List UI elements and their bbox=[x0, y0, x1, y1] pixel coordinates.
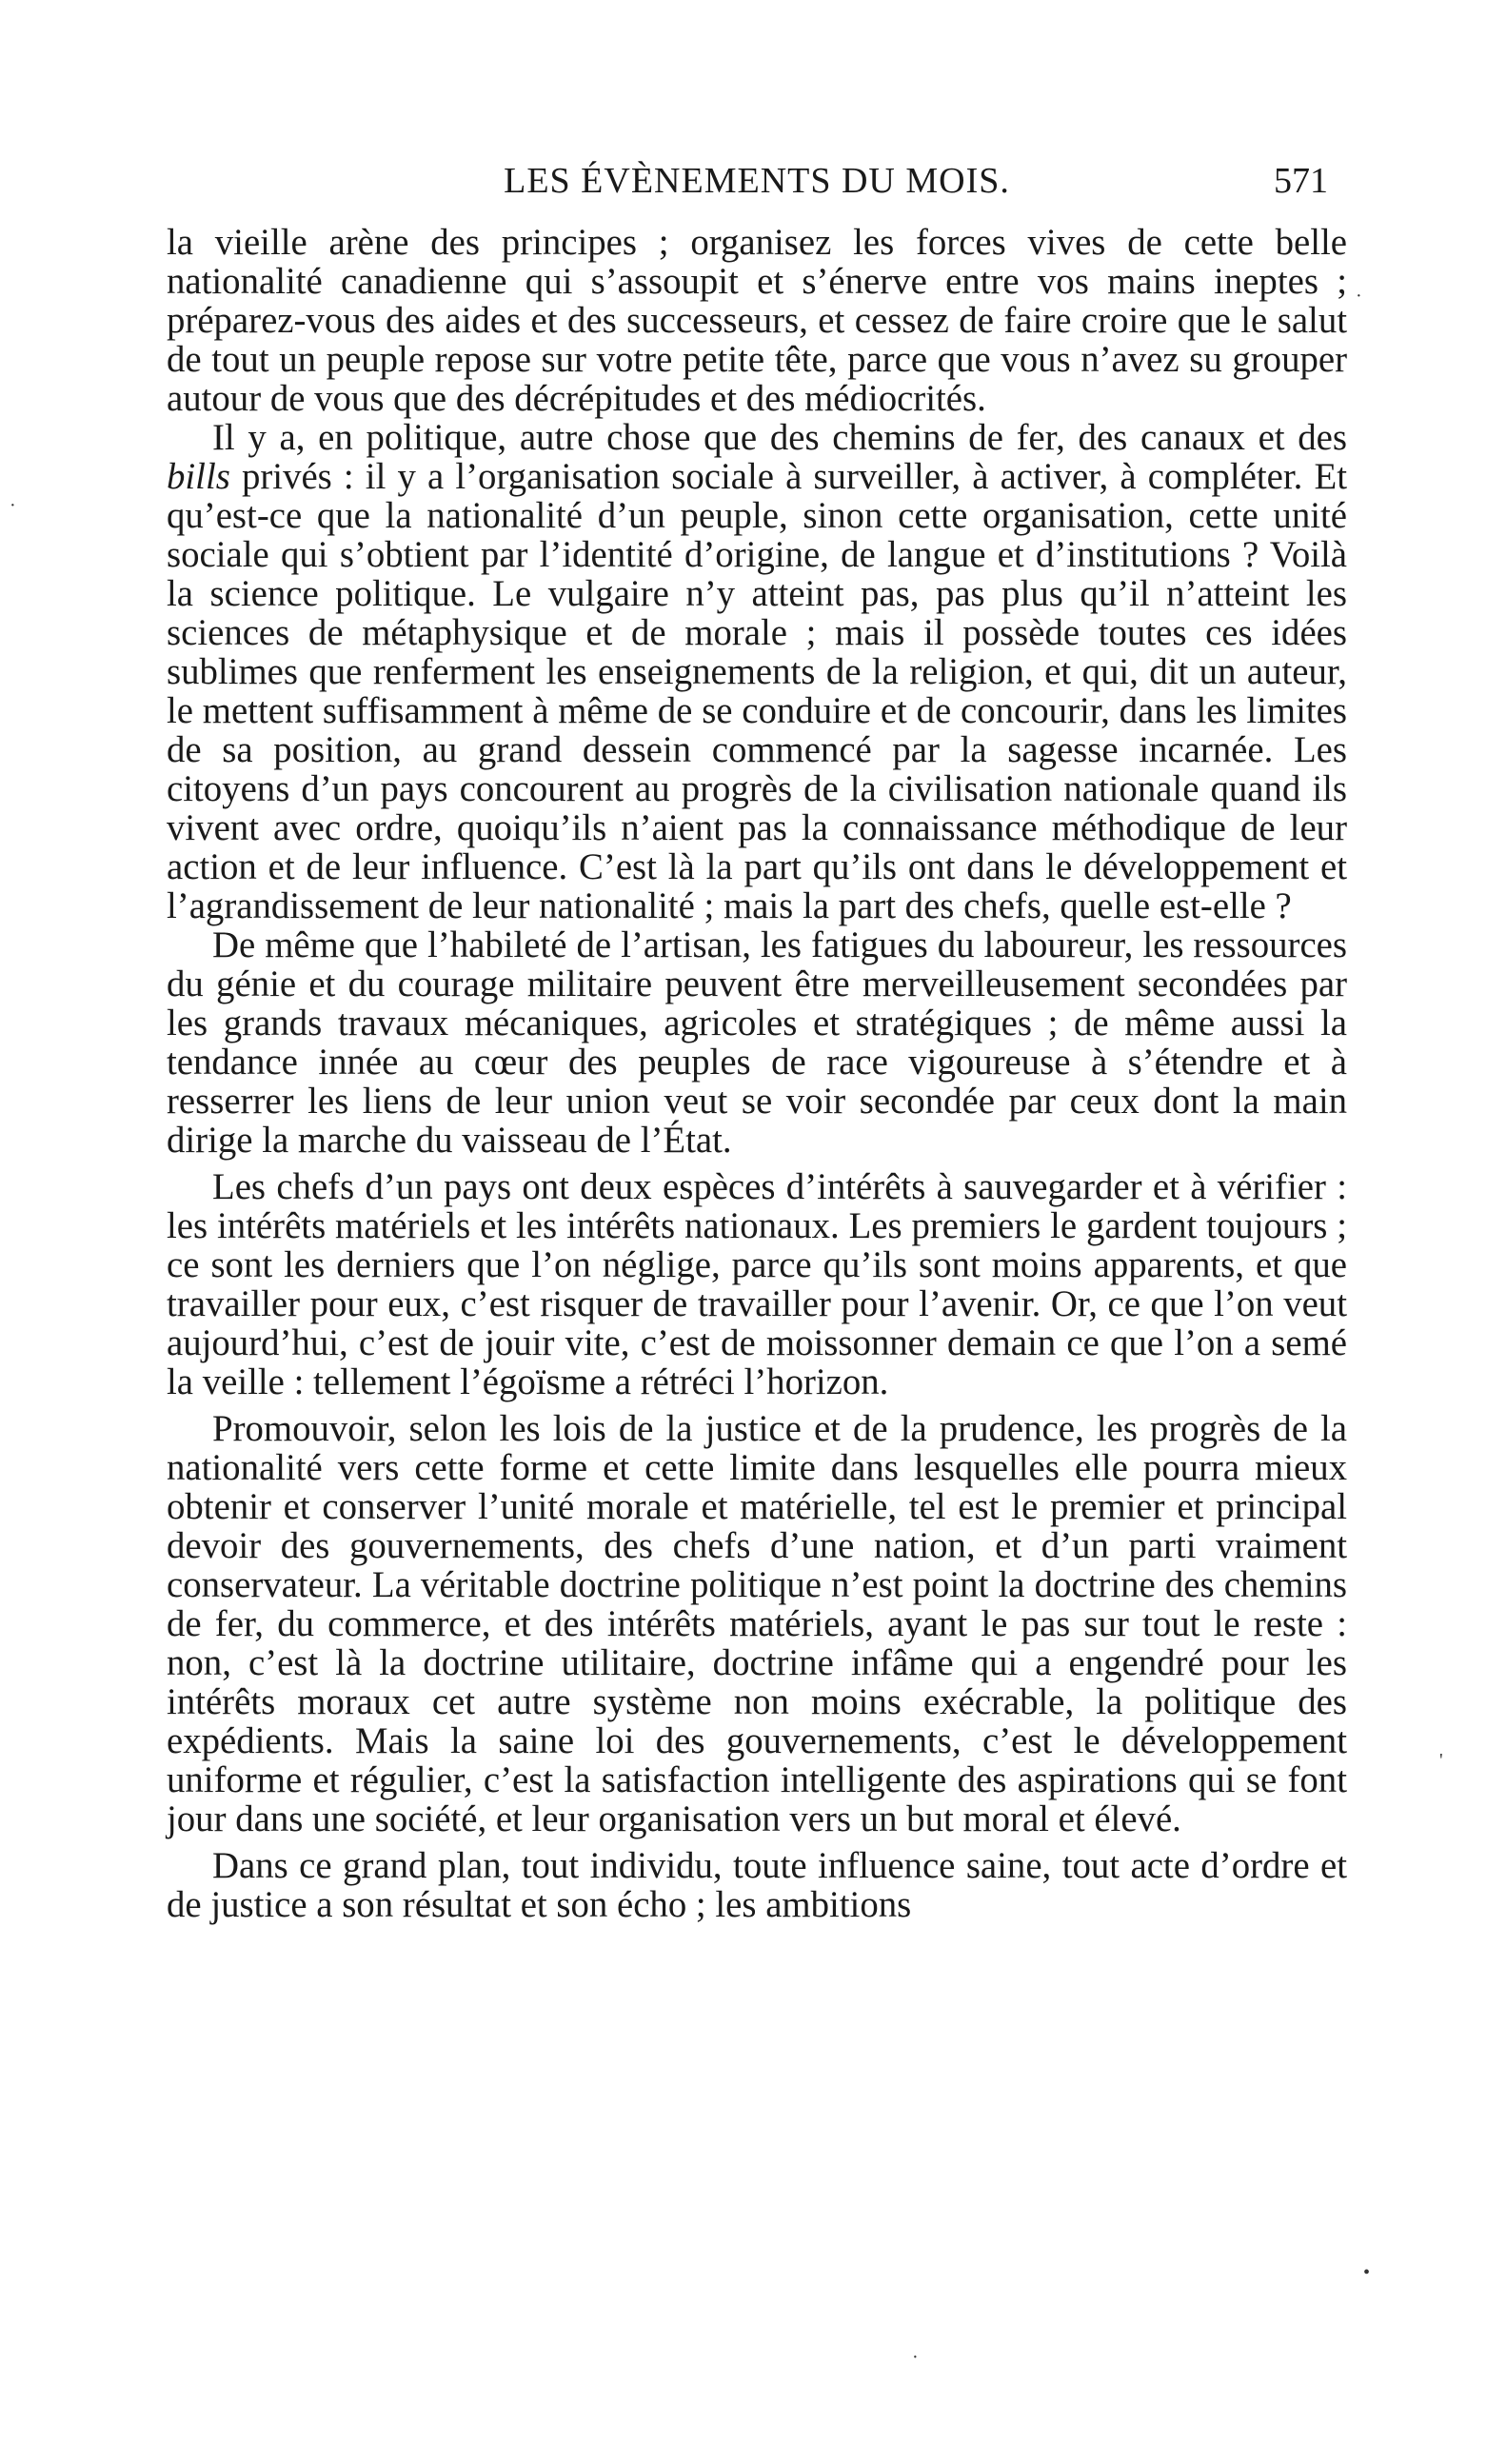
italic-term: bills bbox=[167, 456, 230, 497]
paragraph-5 bbox=[167, 1409, 1347, 1838]
running-header bbox=[167, 143, 1347, 206]
paragraph-4 bbox=[167, 1167, 1347, 1401]
page-number: 571 bbox=[1274, 161, 1328, 201]
paragraph-5-text: Promouvoir, selon les lois de la justice et de la prudence, les progrès de la nationalité vers cette forme et cette limite dans lesquelles elle pourra mieux obtenir et conserver l’unité morale et matérielle, tel est le premier et principal devoir des gouvernements, des chefs d’une nation, et d’un parti vraiment conservateur. La véritable doctrine politique n’est point la doctrine des chemins de fer, du commerce, et des intérêts matériels, ayant le pas sur tout le reste : non, c’est là la doctrine utilitaire, doctrine infâme qui a engendré pour les intérêts moraux cet autre système non moins exécrable, la politique des expédients. Mais la saine loi des gouvernements, c’est le développement uniforme et régulier, c’est la satisfaction intelligente des aspirations qui se font jour dans une société, et leur organisation vers un but moral et élevé. bbox=[167, 1408, 1347, 1839]
speck-dot: • bbox=[1363, 2262, 1371, 2283]
paragraph-3-text: De même que l’habileté de l’artisan, les fatigues du laboureur, les ressources du génie et du courage militaire peuvent être merveilleusement secondées par les grands travaux mécaniques, agricoles et stratégiques ; de même aussi la tendance innée au cœur des peuples de race vigoureuse à s’étendre et à resserrer les liens de leur union veut se voir secondée par ceux dont la main dirige la marche du vaisseau de l’État. bbox=[167, 924, 1347, 1161]
paragraph-6-text: Dans ce grand plan, tout individu, toute influence saine, tout acte d’ordre et de justice a son résultat et son écho ; les ambitions bbox=[167, 1845, 1347, 1925]
body-text bbox=[167, 223, 1347, 1924]
paragraph-1-text: la vieille arène des principes ; organisez les forces vives de cette belle nationalité canadienne qui s’assoupit et s’énerve entre vos mains ineptes ; préparez-vous des aides et des successeurs, et cessez de faire croire que le salut de tout un peuple repose sur votre petite tête, parce que vous n’avez su grouper autour de vous que des décrépitudes et des médiocrités. bbox=[167, 222, 1347, 419]
speck-dot: · bbox=[1356, 286, 1362, 307]
book-page bbox=[167, 143, 1347, 2333]
paragraph-2-text-end: privés : il y a l’organisation sociale à surveiller, à activer, à compléter. Et qu’est-ce que la nationalité d’un peuple, sinon cette organisation, cette unité sociale qui s’obtient par l’identité d’origine, de langue et d’institutions ? Voilà la science politique. Le vulgaire n’y atteint pas, pas plus qu’il n’atteint les sciences de métaphysique et de morale ; mais il possède toutes ces idées sublimes que renferment les enseignements de la religion, et qui, dit un auteur, le mettent suffisamment à même de se conduire et de concourir, dans les limites de sa position, au grand dessein commencé par la sagesse incarnée. Les citoyens d’un pays concourent au progrès de la civilisation nationale quand ils vivent avec ordre, quoiqu’ils n’aient pas la connaissance méthodique de leur action et de leur influence. C’est là la part qu’ils ont dans le développement et l’agrandissement de leur nationalité ; mais la part des chefs, quelle est-elle ? bbox=[167, 456, 1347, 926]
paragraph-1 bbox=[167, 223, 1347, 418]
running-title: LES ÉVÈNEMENTS DU MOIS. bbox=[504, 161, 1010, 201]
speck-dot: · bbox=[10, 495, 16, 516]
paragraph-4-text: Les chefs d’un pays ont deux espèces d’intérêts à sauvegarder et à vérifier : les intérêts matériels et les intérêts nationaux. Les premiers le gardent toujours ; ce sont les derniers que l’on néglige, parce qu’ils sont moins apparents, et que travailler pour eux, c’est risquer de travailler pour l’avenir. Or, ce que l’on veut aujourd’hui, c’est de jouir vite, c’est de moissonner demain ce que l’on a semé la veille : tellement l’égoïsme a rétréci l’horizon. bbox=[167, 1166, 1347, 1402]
paragraph-3 bbox=[167, 925, 1347, 1160]
paragraph-6 bbox=[167, 1846, 1347, 1924]
speck-dot: ' bbox=[1439, 1750, 1443, 1771]
speck-dot: · bbox=[912, 2347, 919, 2368]
paragraph-2-text-start: Il y a, en politique, autre chose que des chemins de fer, des canaux et des bbox=[212, 417, 1347, 458]
paragraph-2 bbox=[167, 418, 1347, 925]
